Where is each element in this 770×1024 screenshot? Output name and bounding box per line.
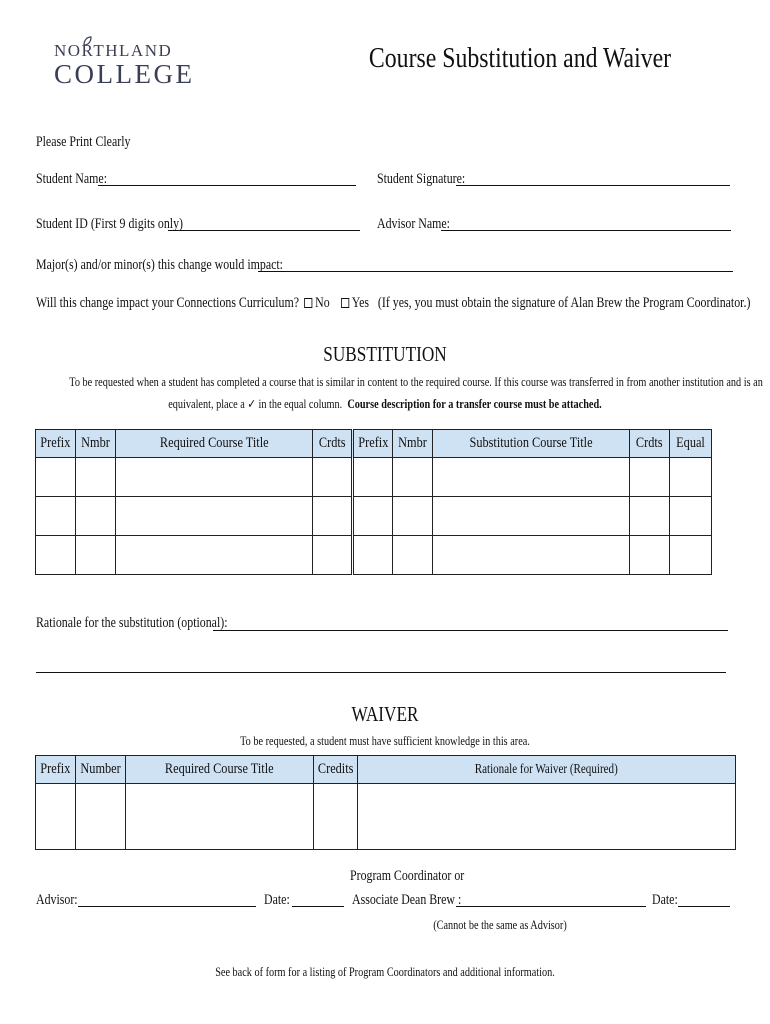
table-cell[interactable] [353, 536, 393, 575]
print-instruction: Please Print Clearly [36, 134, 131, 150]
date-label-2: Date: [652, 892, 678, 908]
rationale-field[interactable] [213, 630, 728, 631]
table-cell[interactable] [75, 536, 115, 575]
table-cell[interactable] [353, 458, 393, 497]
table-cell[interactable] [36, 497, 76, 536]
substitution-header-row [36, 430, 712, 458]
date-field-2[interactable] [678, 906, 730, 907]
table-cell[interactable] [670, 497, 712, 536]
leaf-icon [82, 36, 92, 46]
table-cell[interactable] [630, 536, 670, 575]
col-sub-crdts: Crdts [630, 430, 670, 458]
table-cell[interactable] [115, 458, 313, 497]
col-nmbr: Nmbr [75, 430, 115, 458]
table-cell[interactable] [353, 497, 393, 536]
table-cell[interactable] [630, 497, 670, 536]
no-label: No [315, 295, 330, 311]
col-required-title: Required Course Title [115, 430, 313, 458]
table-cell[interactable] [115, 497, 313, 536]
advisor-name-label: Advisor Name: [377, 216, 450, 232]
col-rationale: Rationale for Waiver (Required) [358, 756, 736, 784]
col-prefix: Prefix [36, 756, 76, 784]
student-signature-field[interactable] [456, 185, 730, 186]
table-cell[interactable] [358, 784, 736, 850]
col-sub-title: Substitution Course Title [433, 430, 630, 458]
advisor-name-field[interactable] [441, 230, 731, 231]
waiver-heading: WAIVER [351, 702, 419, 726]
table-cell[interactable] [433, 497, 630, 536]
coordinator-note: (Cannot be the same as Advisor) [433, 918, 567, 932]
coordinator-label-2: Associate Dean Brew : [352, 892, 462, 908]
college-logo [54, 41, 195, 98]
col-sub-prefix: Prefix [353, 430, 393, 458]
col-crdts: Crdts [313, 430, 353, 458]
yes-note: (If yes, you must obtain the signature of Alan Brew the Program Coordinator.) [377, 295, 751, 311]
col-required-title: Required Course Title [126, 756, 314, 784]
col-prefix: Prefix [36, 430, 76, 458]
table-cell[interactable] [630, 458, 670, 497]
col-sub-nmbr: Nmbr [393, 430, 433, 458]
waiver-desc: To be requested, a student must have sufficient knowledge in this area. [240, 734, 530, 748]
waiver-table [35, 755, 736, 850]
connections-question-text: Will this change impact your Connections Curriculum? [36, 295, 300, 311]
table-cell[interactable] [393, 536, 433, 575]
table-row [36, 536, 712, 575]
student-name-field[interactable] [98, 185, 356, 186]
table-cell[interactable] [393, 458, 433, 497]
student-id-field[interactable] [168, 230, 360, 231]
majors-field[interactable] [258, 271, 733, 272]
table-cell[interactable] [313, 536, 353, 575]
substitution-desc-2 [69, 396, 700, 412]
substitution-desc-2a: equivalent, place a ✓ in the equal column. [168, 397, 343, 411]
yes-checkbox[interactable] [341, 298, 349, 308]
student-id-label: Student ID (First 9 digits only) [36, 216, 183, 232]
table-cell[interactable] [670, 458, 712, 497]
no-checkbox[interactable] [304, 298, 312, 308]
table-row [36, 497, 712, 536]
substitution-desc-1: To be requested when a student has completed a course that is similar in content to the required course. If this course was transferred in from another institution and is an [69, 375, 763, 389]
date-field-1[interactable] [292, 906, 344, 907]
table-cell[interactable] [313, 497, 353, 536]
table-cell[interactable] [36, 784, 76, 850]
table-cell[interactable] [36, 458, 76, 497]
connections-question [36, 295, 750, 312]
col-credits: Credits [313, 756, 357, 784]
advisor-signature-field[interactable] [78, 906, 256, 907]
table-cell[interactable] [313, 784, 357, 850]
table-cell[interactable] [36, 536, 76, 575]
table-row [36, 784, 736, 850]
col-equal: Equal [670, 430, 712, 458]
yes-label: Yes [351, 295, 370, 311]
substitution-table [35, 429, 712, 575]
rationale-field-line2[interactable] [36, 672, 726, 673]
student-name-label: Student Name: [36, 171, 108, 187]
logo-line2: COLLEGE [54, 59, 195, 89]
table-cell[interactable] [393, 497, 433, 536]
table-cell[interactable] [75, 497, 115, 536]
col-number: Number [75, 756, 125, 784]
table-cell[interactable] [115, 536, 313, 575]
table-cell[interactable] [670, 536, 712, 575]
student-signature-label: Student Signature: [377, 171, 466, 187]
advisor-label: Advisor: [36, 892, 78, 908]
waiver-header-row [36, 756, 736, 784]
coordinator-signature-field[interactable] [456, 906, 646, 907]
logo-line1: NORTHLAND [54, 41, 173, 60]
table-cell[interactable] [75, 784, 125, 850]
table-cell[interactable] [75, 458, 115, 497]
table-row [36, 458, 712, 497]
coordinator-label-1: Program Coordinator or [350, 868, 465, 884]
table-cell[interactable] [313, 458, 353, 497]
majors-label: Major(s) and/or minor(s) this change would impact: [36, 257, 283, 273]
page-title: Course Substitution and Waiver [368, 42, 672, 74]
table-cell[interactable] [433, 536, 630, 575]
substitution-desc-2b: Course description for a transfer course must be attached. [347, 397, 602, 411]
table-cell[interactable] [126, 784, 314, 850]
footer-note: See back of form for a listing of Program Coordinators and additional information. [215, 965, 555, 979]
date-label-1: Date: [264, 892, 290, 908]
table-cell[interactable] [433, 458, 630, 497]
rationale-label: Rationale for the substitution (optional): [36, 615, 228, 631]
substitution-heading: SUBSTITUTION [323, 342, 447, 366]
